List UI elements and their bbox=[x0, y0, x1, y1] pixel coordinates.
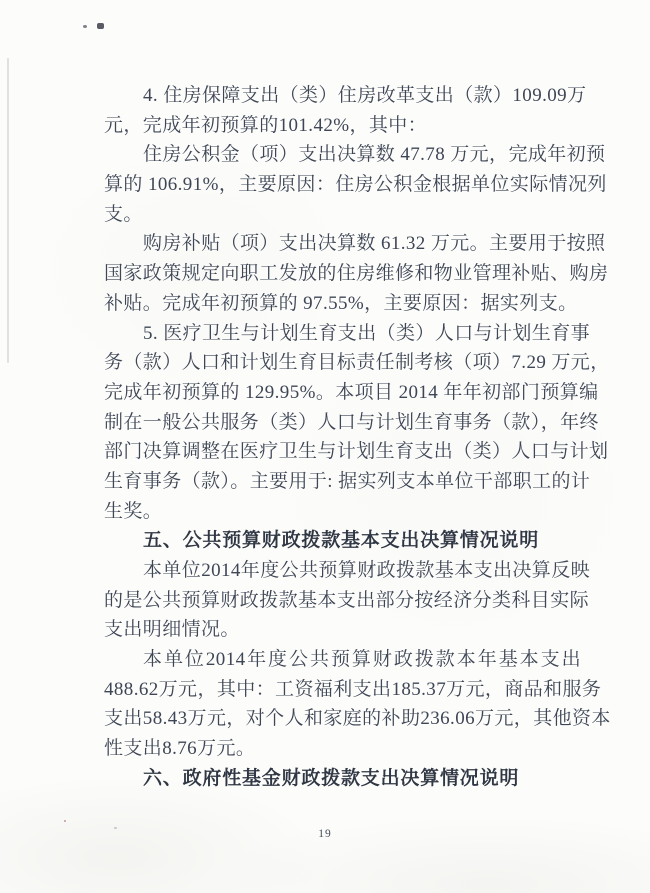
text-line: 支出58.43万元，对个人和家庭的补助236.06万元，其他资本 bbox=[104, 708, 611, 730]
text-line: 完成年初预算的 129.95%。本项目 2014 年年初部门预算编 bbox=[104, 381, 599, 403]
heading-section-6: 六、政府性基金财政拨款支出决算情况说明 bbox=[143, 767, 520, 789]
page-number: 19 bbox=[318, 828, 332, 840]
text-line-housing-fund: 住房公积金（项）支出决算数 47.78 万元，完成年初预 bbox=[143, 144, 606, 166]
scan-speck bbox=[83, 25, 87, 28]
text-line-housing-item4: 4. 住房保障支出（类）住房改革支出（款）109.09万 bbox=[143, 85, 587, 106]
text-line: 生奖。 bbox=[104, 500, 163, 522]
text-line: 的是公共预算财政拨款基本支出部分按经济分类科目实际 bbox=[104, 589, 590, 611]
text-line-basic-expense-total: 本单位2014年度公共预算财政拨款本年基本支出 bbox=[143, 649, 581, 671]
text-line-basic-expense: 本单位2014年度公共预算财政拨款基本支出决算反映 bbox=[143, 560, 591, 581]
text-line: 488.62万元，其中：工资福利支出185.37万元，商品和服务 bbox=[104, 678, 602, 700]
text-line: 支出明细情况。 bbox=[104, 619, 240, 641]
text-line: 生育事务（款）。主要用于: 据实列支本单位干部职工的计 bbox=[104, 470, 591, 492]
text-line: 部门决算调整在医疗卫生与计划生育支出（类）人口与计划 bbox=[104, 441, 609, 463]
text-line: 算的 106.91%，主要原因：住房公积金根据单位实际情况列 bbox=[104, 174, 607, 196]
heading-section-5: 五、公共预算财政拨款基本支出决算情况说明 bbox=[143, 530, 540, 552]
text-line: 制在一般公共服务（类）人口与计划生育事务（款），年终 bbox=[104, 411, 599, 433]
scan-edge-streak bbox=[7, 58, 9, 363]
text-line-health-item5: 5. 医疗卫生与计划生育支出（类）人口与计划生育事 bbox=[143, 322, 591, 344]
text-line: 国家政策规定向职工发放的住房维修和物业管理补贴、购房 bbox=[104, 263, 609, 285]
document-body bbox=[104, 81, 611, 794]
text-line: 支。 bbox=[104, 203, 143, 225]
scan-speck bbox=[64, 820, 66, 822]
text-line: 补贴。完成年初预算的 97.55%，主要原因：据实列支。 bbox=[104, 292, 578, 314]
text-line-housing-subsidy: 购房补贴（项）支出决算数 61.32 万元。主要用于按照 bbox=[143, 233, 606, 255]
text-line: 务（款）人口和计划生育目标责任制考核（项）7.29 万元， bbox=[104, 352, 610, 374]
scan-speck bbox=[97, 23, 104, 29]
text-line: 元，完成年初预算的101.42%，其中： bbox=[104, 114, 428, 136]
text-line: 性支出8.76万元。 bbox=[104, 738, 256, 760]
